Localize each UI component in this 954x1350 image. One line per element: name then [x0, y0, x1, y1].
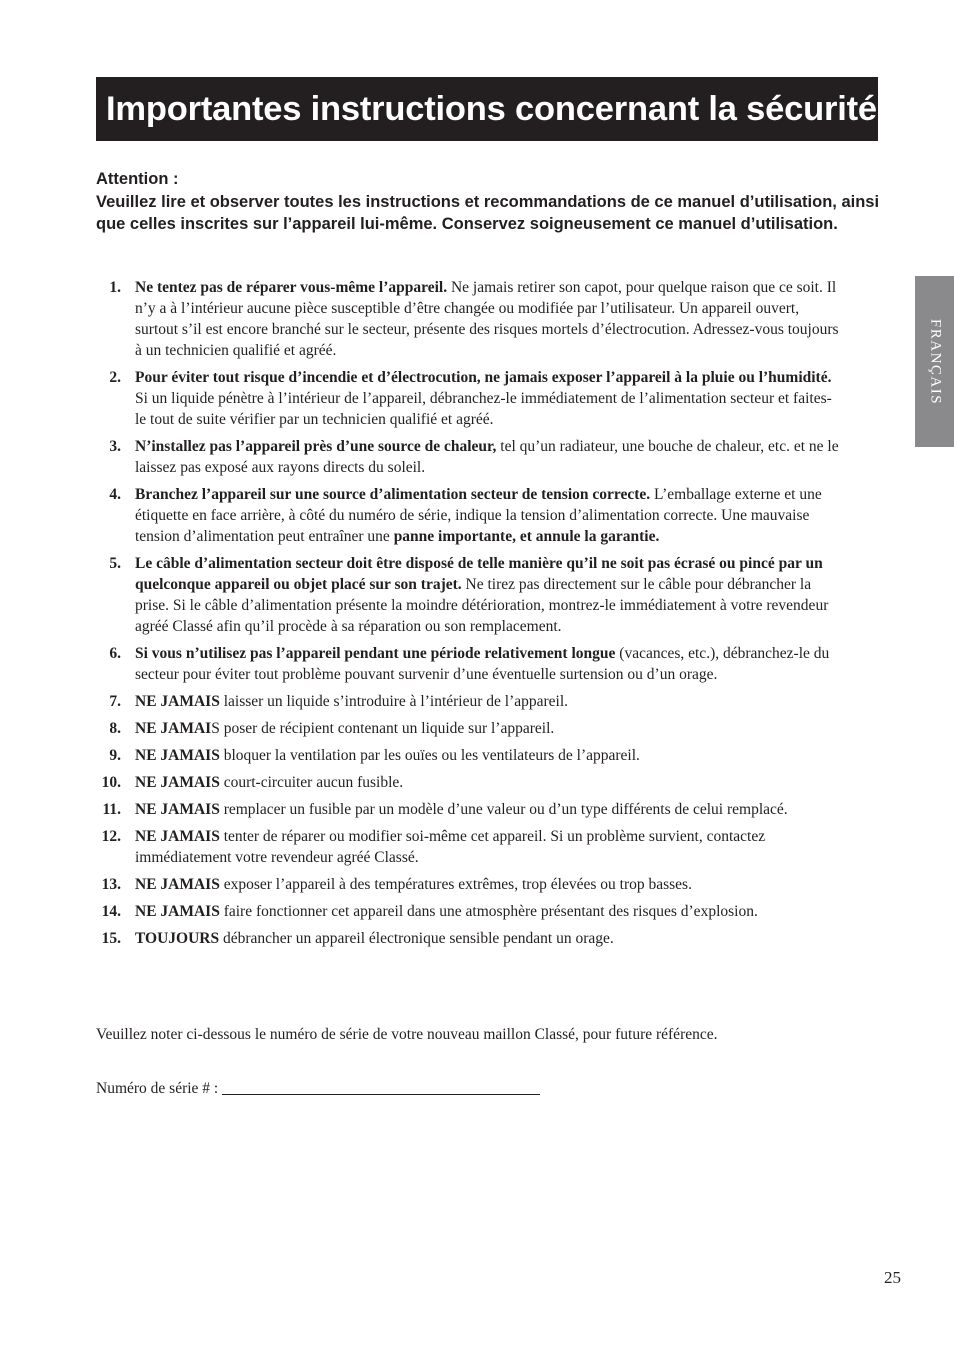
instruction-text: Ne tirez pas directement sur le câble pour débrancher la prise. Si le câble d’alimentation présente la moindre détérioration, montrez-le immédiatement à votre revendeur agréé Classé afin qu’il procède à sa réparation ou son remplacement. — [135, 576, 829, 635]
instruction-number: 14. — [101, 903, 121, 920]
instruction-text: Ne jamais retirer son capot, pour quelque raison que ce soit. Il n’y a à l’intérieur aucune pièce susceptible d’être changée ou modifiée par l’utilisateur. Un appareil ouvert, surtout s’il est encore branché sur le secteur, présente des risques mortels d’électrocution. Adressez-vous toujours à un technicien qualifié et agréé. — [135, 279, 839, 359]
instruction-emphasis: NE JAMAIS — [135, 747, 220, 764]
instruction-text: laisser un liquide s’introduire à l’intérieur de l’appareil. — [219, 693, 569, 710]
instruction-emphasis: Si vous n’utilisez pas l’appareil pendant une période relativement longue — [135, 645, 616, 662]
instruction-text: débrancher un appareil électronique sensible pendant un orage. — [219, 930, 614, 947]
instruction-text: (vacances, etc.), débranchez-le du secteur pour éviter tout problème pouvant survenir d’une éventuelle surtension ou d’un orage. — [135, 645, 830, 683]
instruction-text: court-circuiter aucun fusible. — [219, 774, 404, 791]
serial-number-blank — [222, 1080, 540, 1095]
instruction-number: 10. — [101, 774, 121, 791]
instruction-item — [96, 826, 841, 868]
instruction-emphasis: panne importante, et annule la garantie. — [393, 528, 660, 545]
instruction-item — [96, 643, 841, 685]
instruction-number: 6. — [109, 645, 121, 662]
instruction-emphasis: NE JAMAIS — [135, 693, 220, 710]
instruction-item — [96, 901, 841, 922]
instruction-item — [96, 553, 841, 637]
instruction-item — [96, 691, 841, 712]
instruction-emphasis: NE JAMAIS — [135, 876, 220, 893]
instruction-item — [96, 277, 841, 361]
instruction-number: 7. — [109, 693, 121, 710]
language-tab — [915, 276, 954, 447]
instruction-emphasis: Pour éviter tout risque d’incendie et d’électrocution, ne jamais exposer l’appareil à la pluie ou l’humidité. — [135, 369, 832, 386]
instruction-text: tel qu’un radiateur, une bouche de chaleur, etc. et ne le laissez pas exposé aux rayons directs du soleil. — [135, 438, 839, 476]
instruction-number: 8. — [109, 720, 121, 737]
instruction-text: L’emballage externe et une étiquette en face arrière, à côté du numéro de série, indique la tension d’alimentation correcte. Une mauvaise tension d’alimentation peut entraîner une — [135, 486, 822, 545]
instruction-item — [96, 745, 841, 766]
instruction-text: tenter de réparer ou modifier soi-même cet appareil. Si un problème survient, contactez immédiatement votre revendeur agréé Classé. — [135, 828, 766, 866]
language-tab-label: FRANÇAIS — [927, 318, 943, 405]
instruction-number: 1. — [109, 279, 121, 296]
instruction-number: 12. — [101, 828, 121, 845]
serial-number-row — [96, 1078, 540, 1099]
instruction-text: remplacer un fusible par un modèle d’une valeur ou d’un type différents de celui remplacé. — [219, 801, 788, 818]
instruction-item — [96, 874, 841, 895]
page-number: 25 — [884, 1268, 901, 1287]
instruction-emphasis: NE JAMAIS — [135, 774, 220, 791]
title-bar — [96, 77, 878, 141]
instruction-emphasis: Branchez l’appareil sur une source d’alimentation secteur de tension correcte. — [135, 486, 651, 503]
instruction-emphasis: NE JAMAIS — [135, 903, 220, 920]
instruction-number: 11. — [102, 801, 121, 818]
instruction-emphasis: Ne tentez pas de réparer vous-même l’appareil. — [135, 279, 448, 296]
instruction-number: 2. — [109, 369, 121, 386]
instruction-emphasis: NE JAMAI — [135, 720, 212, 737]
instruction-number: 15. — [101, 930, 121, 947]
instruction-item — [96, 436, 841, 478]
instruction-number: 3. — [109, 438, 121, 455]
instruction-emphasis: Le câble d’alimentation secteur doit être disposé de telle manière qu’il ne soit pas écrasé ou pincé par un quelconque appareil ou objet placé sur son trajet. — [135, 555, 823, 593]
instruction-item — [96, 484, 841, 547]
instruction-item — [96, 772, 841, 793]
instruction-text: S poser de récipient contenant un liquide sur l’appareil. — [211, 720, 555, 737]
page-title: Importantes instructions concernant la sécurité — [106, 90, 877, 128]
instruction-item — [96, 718, 841, 739]
instruction-text: Si un liquide pénètre à l’intérieur de l’appareil, débranchez-le immédiatement de l’alimentation secteur et faites-le tout de suite vérifier par un technicien qualifié et agréé. — [135, 390, 832, 428]
instruction-number: 5. — [109, 555, 121, 572]
instruction-emphasis: NE JAMAIS — [135, 828, 220, 845]
instruction-emphasis: NE JAMAIS — [135, 801, 220, 818]
instruction-number: 9. — [109, 747, 121, 764]
serial-number-label: Numéro de série # : — [96, 1080, 219, 1097]
instruction-text: faire fonctionner cet appareil dans une atmosphère présentant des risques d’explosion. — [219, 903, 758, 920]
attention-heading: Attention : — [96, 170, 179, 188]
attention-text: Veuillez lire et observer toutes les instructions et recommandations de ce manuel d’utilisation, ainsi que celles inscrites sur l’appareil lui-même. Conservez soigneusement ce manuel d’utilisation. — [96, 192, 880, 233]
instruction-emphasis: TOUJOURS — [135, 930, 220, 947]
serial-note: Veuillez noter ci-dessous le numéro de série de votre nouveau maillon Classé, pour future référence. — [96, 1026, 718, 1043]
instruction-list — [96, 277, 841, 955]
instruction-text: exposer l’appareil à des températures extrêmes, trop élevées ou trop basses. — [219, 876, 692, 893]
instruction-text: bloquer la ventilation par les ouïes ou les ventilateurs de l’appareil. — [219, 747, 640, 764]
instruction-item — [96, 367, 841, 430]
attention-block — [96, 168, 886, 236]
instruction-number: 4. — [109, 486, 121, 503]
instruction-number: 13. — [101, 876, 121, 893]
instruction-item — [96, 928, 841, 949]
instruction-item — [96, 799, 841, 820]
instruction-emphasis: N’installez pas l’appareil près d’une source de chaleur, — [135, 438, 497, 455]
